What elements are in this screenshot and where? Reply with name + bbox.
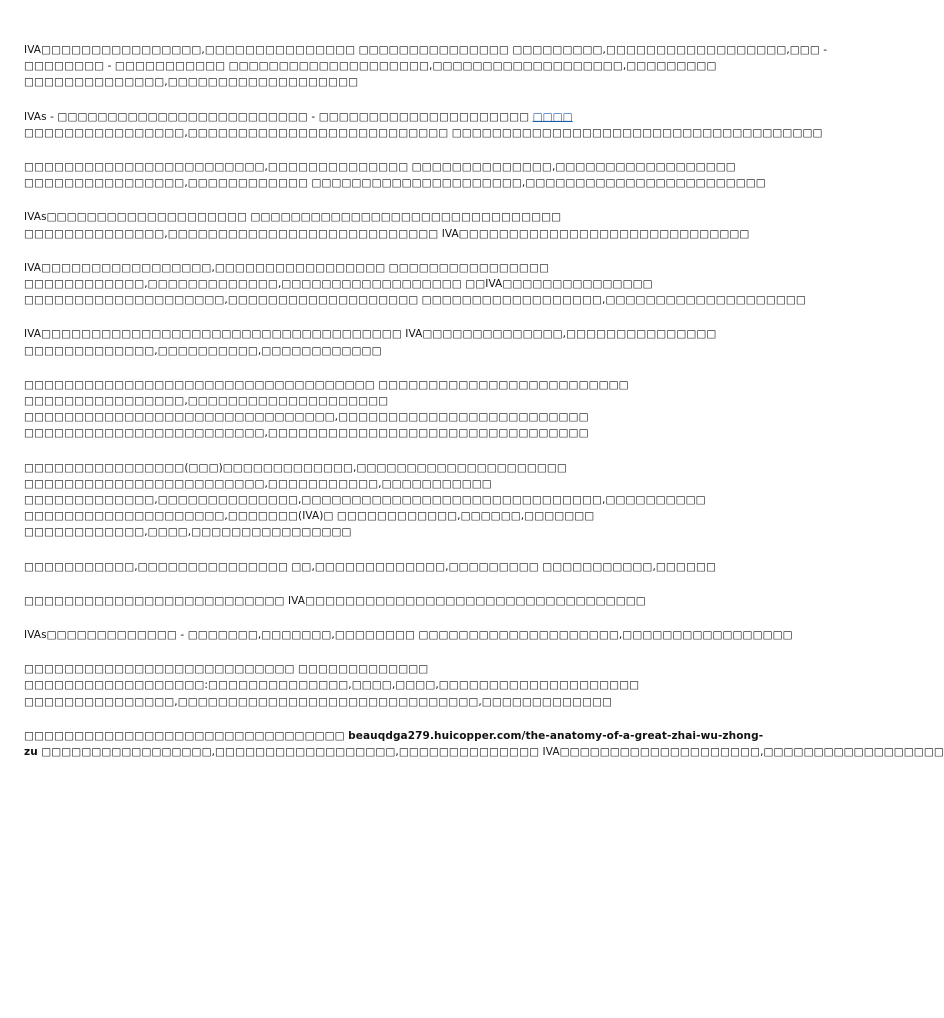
text-line: □□□□□□□□□□□□□□□,□□□□□□□□□□□□□□□□□□□□□□□□□□□□□□,□□□□□□□□□□□□□ [24, 695, 613, 708]
paragraph-8 [24, 460, 706, 541]
text-line-with-url [24, 744, 944, 760]
source-url-continued: zu [24, 746, 38, 759]
inline-link[interactable]: □□□□ [532, 110, 573, 123]
paragraph-1 [24, 42, 828, 91]
text-line: □□□□□□□□□□□□□□□□□□□□,□□□□□□□□□□□□□□□□□□□ □□□□□□□□□□□□□□□□□□,□□□□□□□□□□□□□□□□□□□□ [24, 294, 806, 307]
paragraph-6 [24, 326, 717, 358]
paragraph-7 [24, 377, 700, 442]
text-line: □□□□□□□□□□□□□□□□□□□□□□□□□□□ □□□□□□□□□□□□□ [24, 663, 429, 676]
source-url: beauqdga279.huicopper.com/the-anatomy-of-a-great-zhai-wu-zhong- [348, 729, 764, 742]
text-line: □□□□□□□□□□□□□,□□□□□□□□□□□□□□,□□□□□□□□□□□□□□□□□□□□□□□□□□□□□□,□□□□□□□□□□ [24, 494, 706, 507]
text-line: □□□□□□□□□□□□□□□□(□□□)□□□□□□□□□□□□□,□□□□□□□□□□□□□□□□□□□□□ [24, 461, 567, 474]
paragraph-4 [24, 209, 750, 241]
text-line: □□□□□□□□□□□□,□□□□,□□□□□□□□□□□□□□□□ [24, 526, 352, 539]
text-line: □□□□□□□□□□□□□□□□□□□□□□□□□□□□□□□□□□□ □□□□□□□□□□□□□□□□□□□□□□□□□ [24, 378, 629, 391]
text-line: □□□□□□□□□□□□□□□□□□:□□□□□□□□□□□□□□,□□□□,□□□□,□□□□□□□□□□□□□□□□□□□□ [24, 679, 640, 692]
text-line: □□□□□□□□□□□□□□□□,□□□□□□□□□□□□□□□□□□□□ [24, 395, 389, 408]
text-line-with-link [24, 109, 700, 125]
text-line: IVA□□□□□□□□□□□□□□□□,□□□□□□□□□□□□□□□ □□□□□□□□□□□□□□□ □□□□□□□□□,□□□□□□□□□□□□□□□□□□,□□□ - [24, 44, 828, 56]
text-segment: □□□□□□□□□□□□□□□□□,□□□□□□□□□□□□□□□□□□,□□□□□□□□□□□□□□ IVA□□□□□□□□□□□□□□□□□□□□,□□□□□□□□□□□□□□□□□□ [37, 746, 944, 759]
text-line: □□□□□□□□□□□□□□□□□□□□□□□□□□ IVA□□□□□□□□□□□□□□□□□□□□□□□□□□□□□□□□□□ [24, 594, 646, 607]
text-line: □□□□□□□□□□□□□,□□□□□□□□□□,□□□□□□□□□□□□ [24, 344, 382, 357]
text-line: □□□□□□□□□□□□□□□□,□□□□□□□□□□□□□□□□□□□□□□□□□□ □□□□□□□□□□□□□□□□□□□□□□□□□□□□□□□□□□□□□ [24, 126, 823, 139]
text-line: IVA□□□□□□□□□□□□□□□□□□□□□□□□□□□□□□□□□□□□ IVA□□□□□□□□□□□□□□,□□□□□□□□□□□□□□□ [24, 328, 717, 341]
text-line: □□□□□□□□ - □□□□□□□□□□□ □□□□□□□□□□□□□□□□□□□□,□□□□□□□□□□□□□□□□□□□,□□□□□□□□□ [24, 60, 717, 73]
text-line: □□□□□□□□□□□□□□□□□□□□□□□□,□□□□□□□□□□□□□□ □□□□□□□□□□□□□□,□□□□□□□□□□□□□□□□□□ [24, 161, 736, 174]
paragraph-11 [24, 627, 793, 643]
text-line: IVAs□□□□□□□□□□□□□□□□□□□□ □□□□□□□□□□□□□□□□□□□□□□□□□□□□□□□ [24, 211, 562, 224]
paragraph-3 [24, 159, 766, 191]
paragraph-5 [24, 260, 806, 309]
text-segment: □□□□□□□□□□□□□□□□□□□□□□□□□□□□□□□□ [24, 729, 349, 742]
text-line: □□□□□□□□□□□□□□,□□□□□□□□□□□□□□□□□□□□□□□□□□□ IVA□□□□□□□□□□□□□□□□□□□□□□□□□□□□□ [24, 227, 750, 240]
text-line: □□□□□□□□□□□,□□□□□□□□□□□□□□□ □□,□□□□□□□□□□□□□,□□□□□□□□□ □□□□□□□□□□□,□□□□□□ [24, 560, 717, 573]
text-line: IVA□□□□□□□□□□□□□□□□□,□□□□□□□□□□□□□□□□□ □□□□□□□□□□□□□□□□ [24, 261, 549, 274]
paragraph-9 [24, 559, 717, 575]
text-line: □□□□□□□□□□□□□□□□□□□□□□□□□□□□□□□,□□□□□□□□□□□□□□□□□□□□□□□□□ [24, 411, 589, 424]
text-line: □□□□□□□□□□□□,□□□□□□□□□□□□□,□□□□□□□□□□□□□□□□□□ □□IVA□□□□□□□□□□□□□□□ [24, 278, 653, 291]
text-line: □□□□□□□□□□□□□□□□□□□□,□□□□□□□(IVA)□ □□□□□□□□□□□□,□□□□□□,□□□□□□□ [24, 510, 595, 523]
text-line: IVAs□□□□□□□□□□□□□ - □□□□□□□,□□□□□□□,□□□□□□□□ □□□□□□□□□□□□□□□□□□□□,□□□□□□□□□□□□□□□□□ [24, 629, 793, 642]
paragraph-13 [24, 728, 944, 760]
text-line: □□□□□□□□□□□□□□□□□□□□□□□□,□□□□□□□□□□□□□□□□□□□□□□□□□□□□□□□□ [24, 427, 589, 440]
text-line-with-url [24, 728, 764, 744]
text-line: □□□□□□□□□□□□□□□□□□□□□□□□,□□□□□□□□□□□,□□□□□□□□□□□ [24, 477, 492, 490]
paragraph-12 [24, 661, 700, 710]
paragraph-10 [24, 593, 700, 609]
paragraph-2 [24, 109, 823, 141]
text-segment: IVAs - □□□□□□□□□□□□□□□□□□□□□□□□□ - □□□□□□□□□□□□□□□□□□□□□ [24, 110, 533, 123]
text-line: □□□□□□□□□□□□□□,□□□□□□□□□□□□□□□□□□□ [24, 76, 359, 89]
text-line: □□□□□□□□□□□□□□□□,□□□□□□□□□□□□ □□□□□□□□□□□□□□□□□□□□□,□□□□□□□□□□□□□□□□□□□□□□□□ [24, 177, 766, 190]
